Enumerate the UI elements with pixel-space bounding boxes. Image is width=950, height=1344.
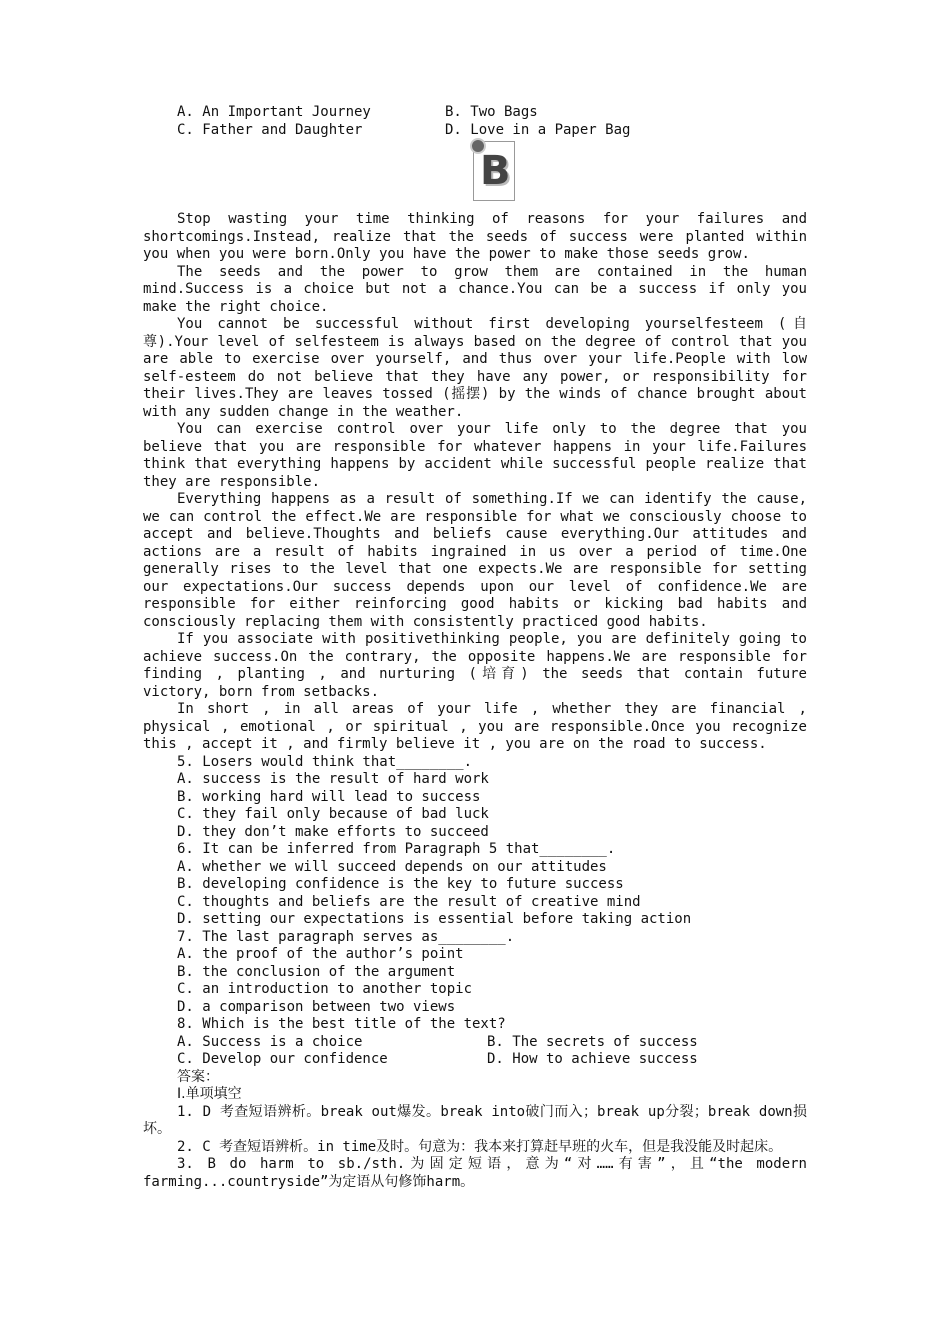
question-8 (143, 1016, 807, 1034)
answer-2: 2. C 考查短语辨析。in time及时。句意为：我本来打算赶早班的火车，但是我没能及时起床。 (177, 1138, 783, 1155)
paragraph-5: Everything happens as a result of something.If we can identify the cause, we can control the effect.We are responsible for what we consciously choose to accept and believe.Thoughts and beliefs cause everything.Our attitudes and actions are a result of habits ingrained in us over a period of time.One generally rises to the level that one expects.We are responsible for setting our expectations.Our success depends upon our level of confidence.We are responsible for either reinforcing good habits or kicking bad habits and consciously replacing them with consistently practiced good habits. (143, 491, 807, 630)
answers-heading: 答案： (177, 1068, 219, 1085)
answers-section: Ⅰ.单项填空 (177, 1086, 242, 1102)
option-c: C. Father and Daughter (177, 121, 363, 138)
question-option: C. an introduction to another topic (177, 981, 473, 997)
q8-option-b: B. The secrets of success (487, 1033, 698, 1050)
question-option: D. a comparison between two views (177, 998, 456, 1015)
q8-options-row-2 (143, 1051, 807, 1069)
question-option: B. the conclusion of the argument (177, 963, 456, 980)
section-logo-wrap (143, 141, 807, 205)
question-option: C. they fail only because of bad luck (177, 806, 489, 822)
question-stem: 7. The last paragraph serves as________. (177, 928, 515, 945)
document-page (143, 104, 807, 1191)
section-letter: B (480, 148, 511, 194)
paragraph-6: If you associate with positivethinking people, you are definitely going to achieve success.On the contrary, the opposite happens.We are responsible for finding , planting , and nurturing (培育) the seeds that contain future victory, born from setbacks. (143, 631, 807, 700)
paragraph-4: You can exercise control over your life only to the degree that you believe that you are responsible for whatever happens in your life.Failures think that everything happens by accident while successful people realize that they are responsible. (143, 421, 807, 490)
question-option: D. setting our expectations is essential before taking action (177, 911, 692, 927)
question-7 (143, 929, 807, 1017)
question-option: D. they don’t make efforts to succeed (177, 823, 489, 840)
paragraph-3: You cannot be successful without first developing yourselfesteem (自尊).Your level of selfesteem is always based on the degree of control that you are able to exercise over yourself, and thus over your life.People with low self-esteem do not believe that they have any power, or responsibility for their lives.They are leaves tossed (摇摆) by the winds of chance brought about with any sudden change in the weather. (143, 316, 807, 420)
q8-option-c: C. Develop our confidence (177, 1051, 388, 1067)
question-stem: 8. Which is the best title of the text? (177, 1016, 506, 1032)
options-row-2 (143, 122, 807, 140)
question-option: A. the proof of the author’s point (177, 946, 464, 962)
option-d: D. Love in a Paper Bag (445, 121, 631, 138)
q8-options-row-1 (143, 1034, 807, 1052)
question-stem: 6. It can be inferred from Paragraph 5 that________. (177, 841, 616, 857)
question-option: A. whether we will succeed depends on our attitudes (177, 858, 607, 875)
q8-option-a: A. Success is a choice (177, 1033, 363, 1050)
question-5 (143, 754, 807, 842)
question-option: B. developing confidence is the key to future success (177, 876, 624, 892)
question-option: A. success is the result of hard work (177, 771, 489, 787)
answer-3: 3. B do harm to sb./sth.为固定短语，意为“对……有害”，且“the modern farming...countryside”为定语从句修饰harm。 (143, 1156, 807, 1190)
paragraph-2: The seeds and the power to grow them are contained in the human mind.Success is a choice but not a chance.You can be a success if only you make the right choice. (143, 263, 807, 315)
question-option: C. thoughts and beliefs are the result of creative mind (177, 893, 641, 910)
option-a: A. An Important Journey (177, 104, 371, 120)
paragraph-7: In short , in all areas of your life , whether they are financial , physical , emotional , or spiritual , you are responsible.Once you recognize this , accept it , and firmly believe it , you are on the road to success. (143, 701, 807, 752)
option-b: B. Two Bags (445, 104, 538, 120)
paragraph-1: Stop wasting your time thinking of reasons for your failures and shortcomings.Instead, realize that the seeds of success were planted within you when you were born.Only you have the power to make those seeds grow. (143, 211, 807, 262)
q8-option-d: D. How to achieve success (487, 1051, 698, 1067)
options-row-1 (143, 104, 807, 122)
question-6 (143, 841, 807, 929)
question-stem: 5. Losers would think that________. (177, 753, 473, 770)
question-option: B. working hard will lead to success (177, 788, 481, 805)
section-b-logo (473, 141, 515, 201)
answer-1: 1. D 考查短语辨析。break out爆发。break into破门而入；break up分裂；break down损坏。 (143, 1103, 807, 1137)
